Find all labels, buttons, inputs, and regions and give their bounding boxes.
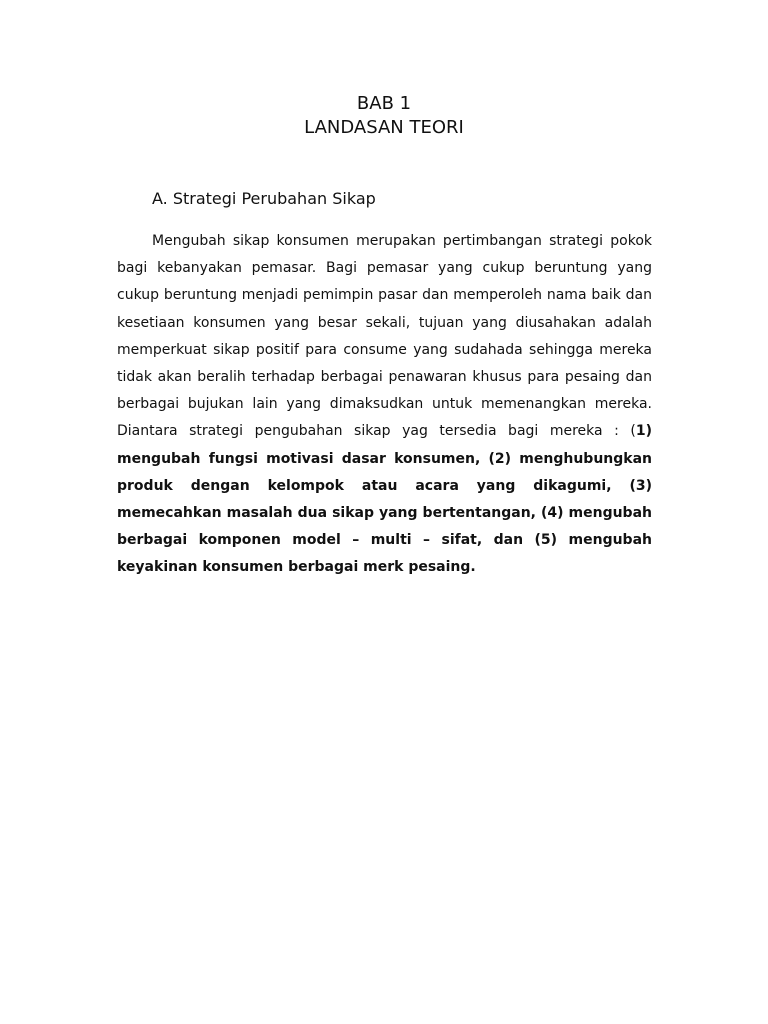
paragraph-bold-text: 1) mengubah fungsi motivasi dasar konsumen, (2) menghubungkan produk dengan kelompok atau acara yang dikagumi, (3) memecahkan masalah dua sikap yang bertentangan, (4) mengubah berbagai komponen model – multi – sifat, dan (5) mengubah keyakinan konsumen berbagai merk pesaing. (117, 423, 652, 576)
chapter-heading (0, 92, 768, 140)
section-heading: A. Strategi Perubahan Sikap (152, 189, 376, 208)
chapter-number: BAB 1 (356, 93, 412, 114)
paragraph-regular-text: Mengubah sikap konsumen merupakan pertimbangan strategi pokok bagi kebanyakan pemasar. Bagi pemasar yang cukup beruntung yang cukup beruntung menjadi pemimpin pasar dan memperoleh nama baik dan kesetiaan konsumen yang besar sekali, tujuan yang diusahakan adalah memperkuat sikap positif para consume yang sudahada sehingga mereka tidak akan beralih terhadap berbagai penawaran khusus para pesaing dan berbagai bujukan lain yang dimaksudkan untuk memenangkan mereka. Diantara strategi pengubahan sikap yag tersedia bagi mereka : ( (117, 233, 652, 440)
chapter-title: LANDASAN TEORI (304, 117, 464, 138)
body-paragraph (117, 228, 652, 582)
